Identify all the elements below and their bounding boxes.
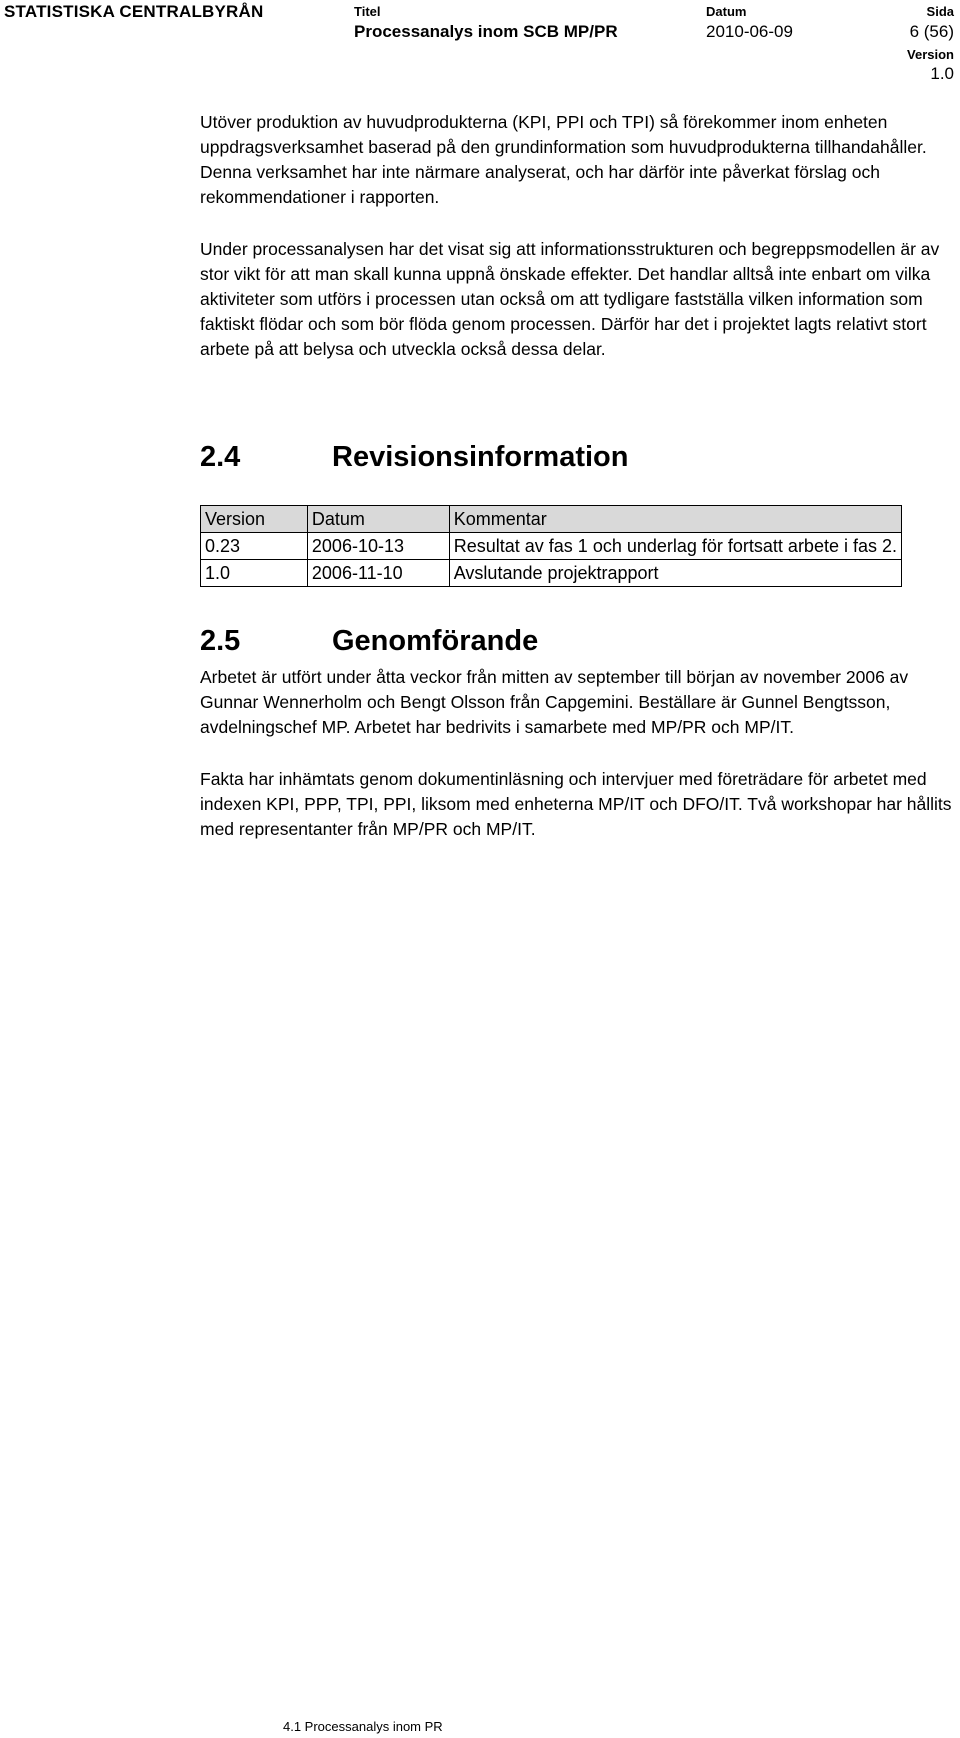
intro-paragraph-2: Under processanalysen har det visat sig att informationsstrukturen och begreppsmodellen är av stor vikt för att man skall kunna uppnå önskade effekter. Det handlar alltså inte enbart om vilka aktiviteter som utförs i processen utan också om att tydligare fastställa vilken information som faktiskt flödar och som bör flöda genom processen. Därför har det i projektet lagts relativt stort arbete på att belysa och utveckla också dessa delar. (200, 239, 940, 359)
revision-table (200, 505, 902, 587)
version-label: Version (907, 47, 954, 62)
document-date: 2010-06-09 (706, 22, 793, 41)
section-number: 2.4 (200, 441, 241, 473)
cell-version: 1.0 (201, 560, 308, 587)
version-number: 1.0 (930, 64, 954, 83)
column-header-version: Version (201, 506, 308, 533)
column-header-datum: Datum (307, 506, 449, 533)
document-title: Processanalys inom SCB MP/PR (354, 22, 618, 41)
section-heading-revisionsinformation (200, 440, 629, 474)
table-header-row (201, 506, 902, 533)
section-title: Genomförande (332, 625, 539, 657)
section-number: 2.5 (200, 625, 241, 657)
genomforande-paragraph-2: Fakta har inhämtats genom dokumentinläsning och intervjuer med företrädare för arbetet med indexen KPI, PPP, TPI, PPI, liksom med enheterna MP/IT och DFO/IT. Två workshopar har hållits med representanter från MP/PR och MP/IT. (200, 769, 952, 839)
section-title: Revisionsinformation (332, 441, 629, 473)
cell-version: 0.23 (201, 533, 308, 560)
cell-kommentar: Avslutande projektrapport (449, 560, 901, 587)
intro-paragraph-1: Utöver produktion av huvudprodukterna (KPI, PPI och TPI) så förekommer inom enheten uppdragsverksamhet baserad på den grundinformation som huvudprodukterna tillhandahåller. Denna verksamhet har inte närmare analyserat, och har därför inte påverkat förslag och rekommendationer i rapporten. (200, 112, 927, 207)
cell-datum: 2006-11-10 (307, 560, 449, 587)
cell-datum: 2006-10-13 (307, 533, 449, 560)
table-row (201, 560, 902, 587)
column-header-kommentar: Kommentar (449, 506, 901, 533)
date-label: Datum (706, 4, 747, 19)
title-label: Titel (354, 4, 381, 19)
section-heading-genomforande (200, 624, 538, 658)
page-header (0, 0, 960, 83)
genomforande-paragraph-1: Arbetet är utfört under åtta veckor från mitten av september till början av november 2006 av Gunnar Wennerholm och Bengt Olsson från Capgemini. Beställare är Gunnel Bengtsson, avdelningschef MP. Arbetet har bedrivits i samarbete med MP/PR och MP/IT. (200, 667, 909, 737)
intro-section (200, 110, 952, 362)
page-label: Sida (926, 4, 954, 19)
table-row (201, 533, 902, 560)
organization-name: STATISTISKA CENTRALBYRÅN (4, 2, 264, 21)
page-footer: 4.1 Processanalys inom PR (283, 1719, 443, 1734)
cell-kommentar: Resultat av fas 1 och underlag för fortsatt arbete i fas 2. (449, 533, 901, 560)
page-number: 6 (56) (909, 22, 954, 41)
genomforande-section (200, 665, 952, 842)
